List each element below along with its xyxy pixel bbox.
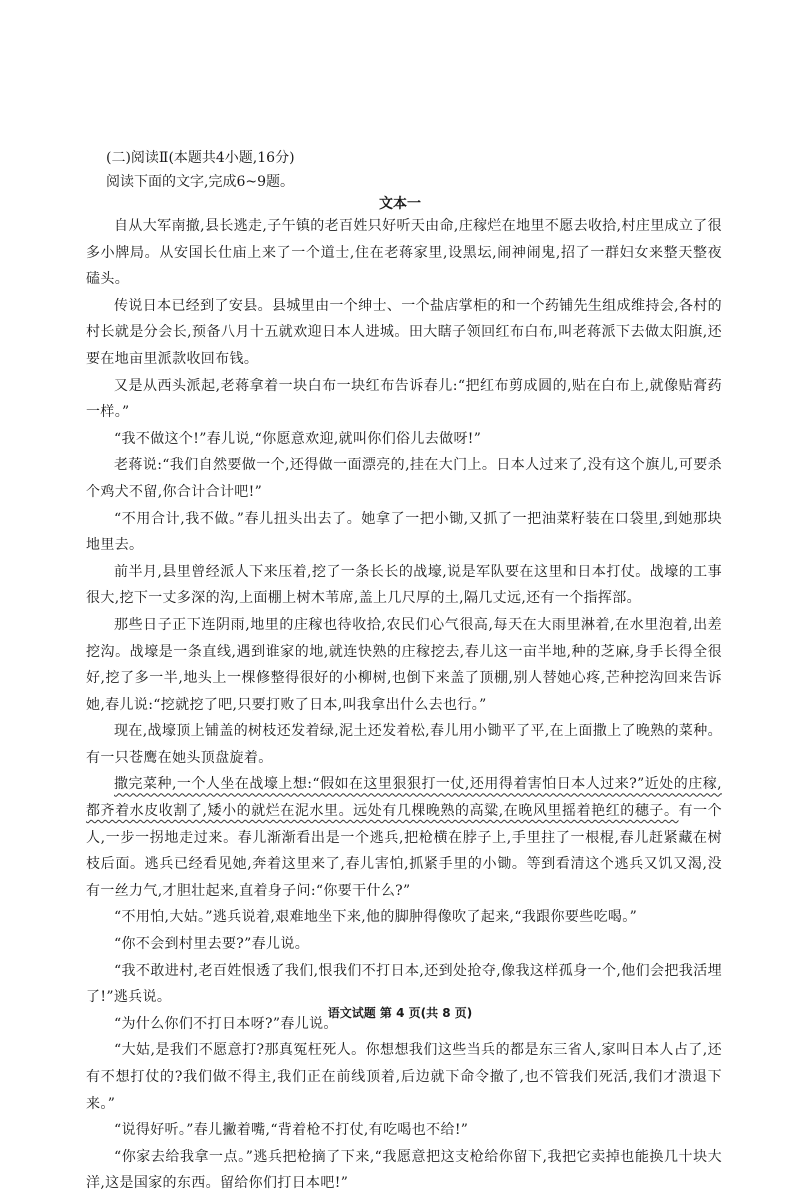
page-footer: 语文试题 第 4 页(共 8 页) xyxy=(327,1006,473,1020)
paragraph-1: 自从大军南撤,县长逃走,子午镇的老百姓只好听天由命,庄稼烂在地里不愿去收拾,村庄里成立了很多小牌局。从安国长仕庙上来了一个道士,住在老蒋家里,设黑坛,闹神闹鬼,招了一群妇女来整天整夜磕头。 xyxy=(86,218,722,288)
paragraph-12: “你不会到村里去要?”春儿说。 xyxy=(114,936,310,953)
paragraph-4: “我不做这个!”春儿说,“你愿意欢迎,就叫你们俗儿去做呀!” xyxy=(114,430,482,447)
paragraph-13: “我不敢进村,老百姓恨透了我们,恨我们不打日本,还到处抢夺,像我这样孤身一个,他们会把我活埋了!”逃兵说。 xyxy=(86,962,722,1006)
paragraph-16: “说得好听。”春儿撇着嘴,“背着枪不打仗,有吃喝也不给!” xyxy=(114,1122,469,1139)
paragraph-9: 现在,战壕顶上铺盖的树枝还发着绿,泥土还发着松,春儿用小锄平了平,在上面撒上了晚熟的菜种。有一只苍鹰在她头顶盘旋着。 xyxy=(86,723,722,766)
wavy-underlined-sentence: 撒完菜种,一个人坐在战壕上想:“假如在这里狠狠打一仗,还用得着害怕日本人过来?”近处的庄稼,都齐着水皮收割了,矮小的就烂在泥水里。远处有几棵晚熟的高粱,在晚风里摇着艳红的穗子。 xyxy=(86,776,722,820)
paragraph-17: “你家去给我拿一点。”逃兵把枪摘了下来,“我愿意把这支枪给你留下,我把它卖掉也能换几十块大洋,这是国家的东西。留给你们打日本吧!” xyxy=(86,1148,722,1192)
paragraph-10-rest: 有一个人,一步一拐地走过来。春儿渐渐看出是一个逃兵,把枪横在脖子上,手里拄了一根棍,春儿赶紧藏在树枝后面。逃兵已经看见她,奔着这里来了,春儿害怕,抓紧手里的小锄。等到看清这个逃兵又饥又渴,没有一丝力气,才胆壮起来,直着身子问:“你要干什么?” xyxy=(86,803,722,899)
paragraph-3: 又是从西头派起,老蒋拿着一块白布一块红布告诉春儿:“把红布剪成圆的,贴在白布上,就像贴膏药一样。” xyxy=(86,377,722,421)
passage-body xyxy=(86,213,722,1197)
paragraph-8: 那些日子正下连阴雨,地里的庄稼也待收拾,农民们心气很高,每天在大雨里淋着,在水里泡着,出差挖沟。战壕是一条直线,遇到谁家的地,就连快熟的庄稼挖去,春儿这一亩半地,种的芝麻,身手长得全很好,挖了多一半,地头上一棵修整得很好的小柳树,也倒下来盖了顶棚,别人替她心疼,芒种挖沟回来告诉她,春儿说:“挖就挖了吧,只要打败了日本,叫我拿出什么去也行。” xyxy=(86,616,722,713)
reading-instruction: 阅读下面的文字,完成6~9题。 xyxy=(106,174,294,190)
paragraph-10 xyxy=(86,771,722,904)
section-heading: (二)阅读Ⅱ(本题共4小题,16分) xyxy=(106,150,295,166)
paragraph-15: “大姑,是我们不愿意打?那真冤枉死人。你想想我们这些当兵的都是东三省人,家叫日本人占了,还有不想打仗的?我们做不得主,我们正在前线顶着,后边就下命令撤了,也不管我们死活,我们才溃退下来。” xyxy=(86,1042,722,1112)
text-title: 文本一 xyxy=(379,196,421,212)
paragraph-5: 老蒋说:“我们自然要做一个,还得做一面漂亮的,挂在大门上。日本人过来了,没有这个旗儿,可要杀个鸡犬不留,你合计合计吧!” xyxy=(86,457,722,500)
paragraph-2: 传说日本已经到了安县。县城里由一个绅士、一个盐店掌柜的和一个药铺先生组成维持会,各村的村长就是分会长,预备八月十五就欢迎日本人进城。田大瞎子领回红布白布,叫老蒋派下去做太阳旗,还要在地亩里派款收回布钱。 xyxy=(86,297,722,367)
paragraph-14: “为什么你们不打日本呀?”春儿说。 xyxy=(114,1015,338,1032)
paragraph-7: 前半月,县里曾经派人下来压着,挖了一条长长的战壕,说是军队要在这里和日本打仗。战壕的工事很大,挖下一丈多深的沟,上面棚上树木苇席,盖上几尺厚的土,隔几丈远,还有一个指挥部。 xyxy=(86,563,722,607)
paragraph-11: “不用怕,大姑。”逃兵说着,艰难地坐下来,他的脚肿得像吹了起来,“我跟你要些吃喝。” xyxy=(114,909,638,926)
paragraph-6: “不用合计,我不做。”春儿扭头出去了。她拿了一把小锄,又抓了一把油菜籽装在口袋里,到她那块地里去。 xyxy=(86,510,722,554)
